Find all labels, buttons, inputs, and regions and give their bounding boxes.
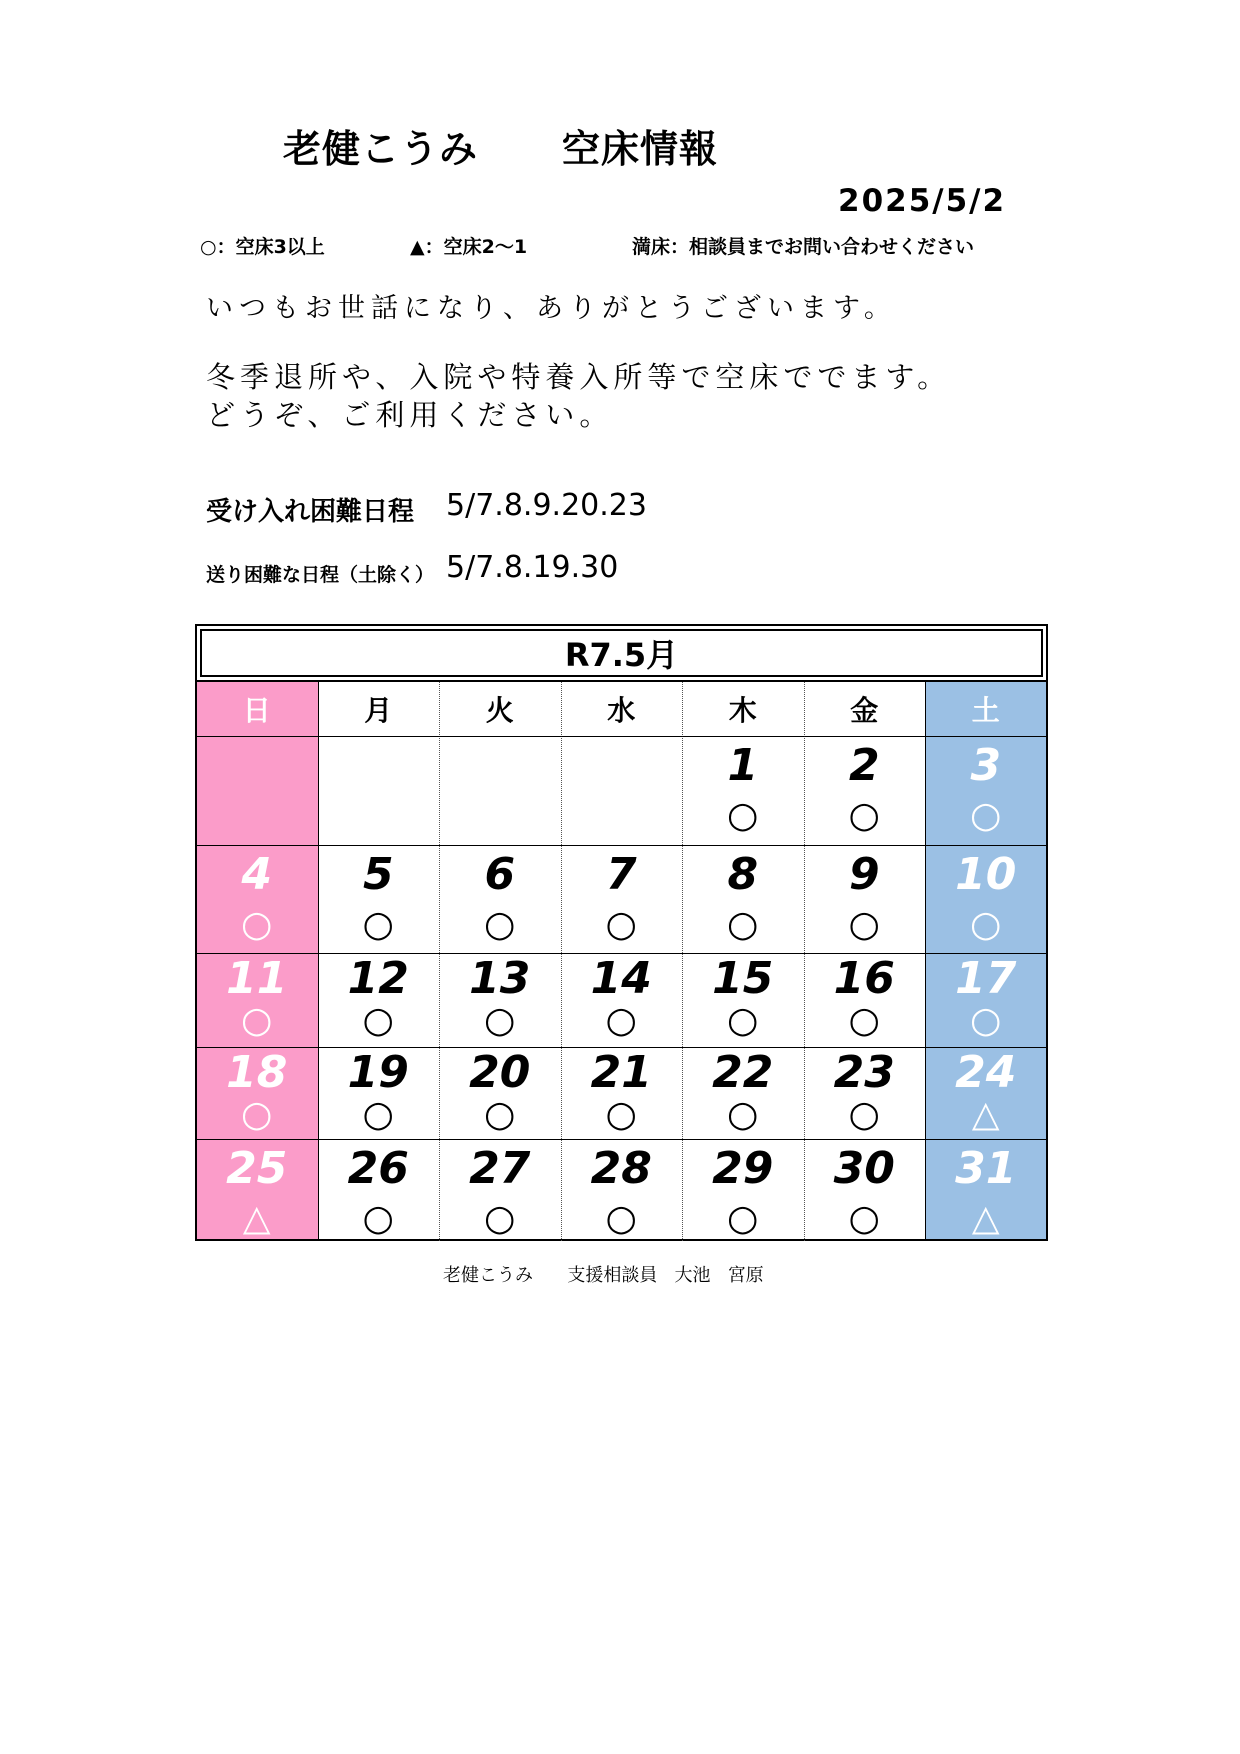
message-line-1: 冬季退所や、入院や特養入所等で空床ででます。 [206,360,952,394]
day-number: 31 [955,1143,1017,1194]
calendar-day-cell [804,1047,926,1139]
calendar-day-cell [804,1139,926,1241]
day-number: 28 [590,1143,652,1194]
calendar-day-cell [925,953,1047,1047]
vacancy-status: ○ [241,904,273,945]
send-difficult-label: 送り困難な日程（土除く） [206,564,435,586]
calendar-day-cell [682,845,804,953]
vacancy-status: ○ [848,1000,880,1041]
footer-name-1: 大池 [674,1265,711,1286]
vacancy-status: ○ [970,1000,1002,1041]
vacancy-status: ○ [970,904,1002,945]
day-number: 24 [955,1047,1017,1098]
calendar-day-cell [318,1047,440,1139]
calendar-day-cell [561,736,683,845]
day-number: 30 [833,1143,895,1194]
day-number: 15 [712,953,774,1004]
weekday-header: 金 [850,694,879,727]
calendar-day-cell [804,845,926,953]
weekday-header: 月 [364,694,393,727]
vacancy-status: △ [971,1094,1000,1135]
calendar-day-cell [439,845,561,953]
vacancy-status: ○ [241,1000,273,1041]
vacancy-status: ○ [484,904,516,945]
day-number: 11 [226,953,288,1004]
day-number: 25 [226,1143,288,1194]
calendar-day-cell [439,1139,561,1241]
accept-difficult-label: 受け入れ困難日程 [206,497,415,527]
calendar-day-cell [196,1047,318,1139]
calendar-day-cell [804,736,926,845]
day-number: 18 [226,1047,288,1098]
greeting-text: いつもお世話になり、ありがとうございます。 [206,293,897,324]
weekday-header: 水 [607,694,636,727]
message-text [206,358,951,434]
footer [443,1261,764,1287]
day-number: 13 [469,953,531,1004]
calendar-day-cell [439,953,561,1047]
footer-name-2: 宮原 [727,1265,764,1286]
calendar-day-cell [196,953,318,1047]
vacancy-status: ○ [727,1000,759,1041]
calendar-day-cell [682,953,804,1047]
vacancy-status: ○ [362,1000,394,1041]
vacancy-status: ○ [848,795,880,836]
vacancy-status: △ [971,1198,1000,1239]
legend-triangle: ▲：空床2～1 [410,236,528,258]
vacancy-status: ○ [605,904,637,945]
page-title: 空床情報 [562,127,719,171]
vacancy-status: ○ [727,1198,759,1239]
day-number: 9 [848,849,880,900]
day-number: 4 [241,849,273,900]
day-number: 26 [347,1143,409,1194]
weekday-header: 木 [728,694,757,727]
vacancy-status: ○ [605,1094,637,1135]
vacancy-status: ○ [484,1000,516,1041]
day-number: 14 [590,953,652,1004]
day-number: 10 [955,849,1017,900]
vacancy-status: ○ [848,1094,880,1135]
vacancy-status: ○ [848,904,880,945]
calendar-day-cell [318,845,440,953]
calendar-day-cell [318,953,440,1047]
vacancy-status: ○ [241,1094,273,1135]
calendar-day-cell [925,845,1047,953]
vacancy-status: ○ [727,1094,759,1135]
legend-full: 満床：相談員までお問い合わせください [632,236,975,258]
legend-circle: ○：空床3以上 [200,236,325,258]
calendar-day-cell [561,845,683,953]
calendar-day-cell [561,1139,683,1241]
day-number: 22 [712,1047,774,1098]
day-number: 16 [833,953,895,1004]
vacancy-status: ○ [727,904,759,945]
calendar-day-cell [196,845,318,953]
vacancy-status: ○ [970,795,1002,836]
day-number: 27 [469,1143,531,1194]
calendar-day-cell [196,1139,318,1241]
vacancy-status: ○ [848,1198,880,1239]
calendar-day-cell [561,1047,683,1139]
day-number: 19 [347,1047,409,1098]
vacancy-status: ○ [605,1198,637,1239]
day-number: 12 [347,953,409,1004]
day-number: 20 [469,1047,531,1098]
calendar-day-cell [682,1047,804,1139]
day-number: 3 [970,740,1002,791]
calendar-day-cell [318,1139,440,1241]
vacancy-status: ○ [362,1198,394,1239]
vacancy-status: ○ [484,1198,516,1239]
calendar-day-cell [804,953,926,1047]
calendar-day-cell [318,736,440,845]
accept-difficult-value: 5/7.8.9.20.23 [446,488,647,523]
weekday-header: 土 [971,694,1000,727]
weekday-header: 日 [242,694,271,727]
calendar-day-cell [196,736,318,845]
calendar-day-cell [925,1047,1047,1139]
vacancy-status: ○ [362,1094,394,1135]
issue-date: 2025/5/2 [838,183,1007,219]
calendar-day-cell [925,736,1047,845]
day-number: 21 [590,1047,652,1098]
calendar-day-cell [682,736,804,845]
vacancy-status: ○ [727,795,759,836]
day-number: 1 [727,740,759,791]
facility-name: 老健こうみ [283,127,479,171]
day-number: 8 [727,849,759,900]
vacancy-status: ○ [605,1000,637,1041]
day-number: 23 [833,1047,895,1098]
day-number: 5 [362,849,394,900]
calendar-day-cell [561,953,683,1047]
vacancy-status: △ [242,1198,271,1239]
day-number: 7 [605,849,637,900]
day-number: 2 [848,740,880,791]
day-number: 17 [955,953,1017,1004]
vacancy-status: ○ [484,1094,516,1135]
footer-facility: 老健こうみ [443,1265,533,1286]
message-line-2: どうぞ、ご利用ください。 [206,398,614,432]
day-number: 29 [712,1143,774,1194]
day-number: 6 [484,849,516,900]
calendar-day-cell [925,1139,1047,1241]
weekday-header: 火 [485,694,514,727]
calendar-header [195,624,1048,682]
calendar-day-cell [439,1047,561,1139]
footer-staff-title: 支援相談員 [567,1265,658,1286]
calendar-day-cell [439,736,561,845]
calendar-title: R7.5月 [200,629,1043,677]
vacancy-status: ○ [362,904,394,945]
send-difficult-value: 5/7.8.19.30 [446,550,619,585]
calendar-day-cell [682,1139,804,1241]
